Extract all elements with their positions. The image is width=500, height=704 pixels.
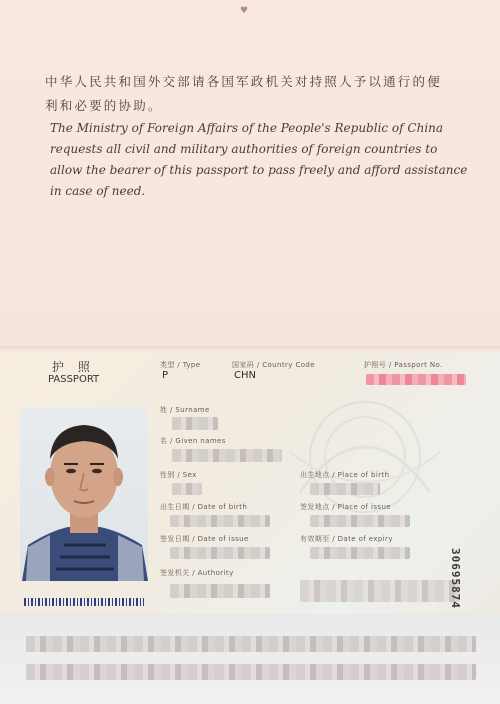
title-english: PASSPORT (48, 374, 100, 385)
barcode-strip (24, 598, 144, 606)
type-value: P (162, 370, 169, 381)
sex-redacted (172, 483, 202, 495)
place-of-birth-label: 出生地点 / Place of birth (300, 471, 390, 479)
machine-readable-zone (0, 614, 500, 704)
mrz-line-1-redacted (26, 636, 476, 652)
request-text-chinese: 中华人民共和国外交部请各国军政机关对持照人予以通行的便利和必要的协助。 (45, 74, 442, 113)
place-of-issue-label: 签发地点 / Place of issue (300, 503, 391, 511)
authority-label: 签发机关 / Authority (160, 569, 234, 577)
date-of-issue-redacted (170, 547, 270, 559)
passport-no-redacted (366, 374, 466, 385)
page-mark: ♥ (240, 6, 249, 16)
date-of-birth-redacted (170, 515, 270, 527)
given-names-redacted (172, 449, 282, 462)
request-text-english: The Ministry of Foreign Affairs of the People's Republic of China requests all civil and military authorities of foreign countries to allow the bearer of this passport to pass freely and afford assistance in case of need. (50, 121, 468, 198)
authority-redacted (170, 584, 270, 598)
title-chinese: 护 照 (52, 360, 95, 374)
date-of-expiry-label: 有效期至 / Date of expiry (300, 535, 393, 543)
place-of-birth-redacted (310, 483, 380, 495)
surname-label: 姓 / Surname (160, 406, 210, 414)
surname-redacted (172, 417, 218, 430)
place-of-issue-redacted (310, 515, 410, 527)
country-code-value: CHN (234, 370, 256, 381)
date-of-expiry-redacted (310, 547, 410, 559)
holder-photo (20, 407, 148, 581)
passport-no-label: 护照号 / Passport No. (364, 361, 443, 369)
endorsement-page (0, 0, 500, 346)
sex-label: 性别 / Sex (160, 471, 197, 479)
signature-redacted (300, 580, 460, 602)
date-of-birth-label: 出生日期 / Date of birth (160, 503, 248, 511)
mrz-line-2-redacted (26, 664, 476, 680)
type-label: 类型 / Type (160, 361, 201, 369)
given-names-label: 名 / Given names (160, 437, 226, 445)
date-of-issue-label: 签发日期 / Date of issue (160, 535, 249, 543)
side-serial-number: 30695874 (449, 548, 462, 609)
country-code-label: 国家码 / Country Code (232, 361, 315, 369)
bio-data-page (0, 352, 500, 704)
